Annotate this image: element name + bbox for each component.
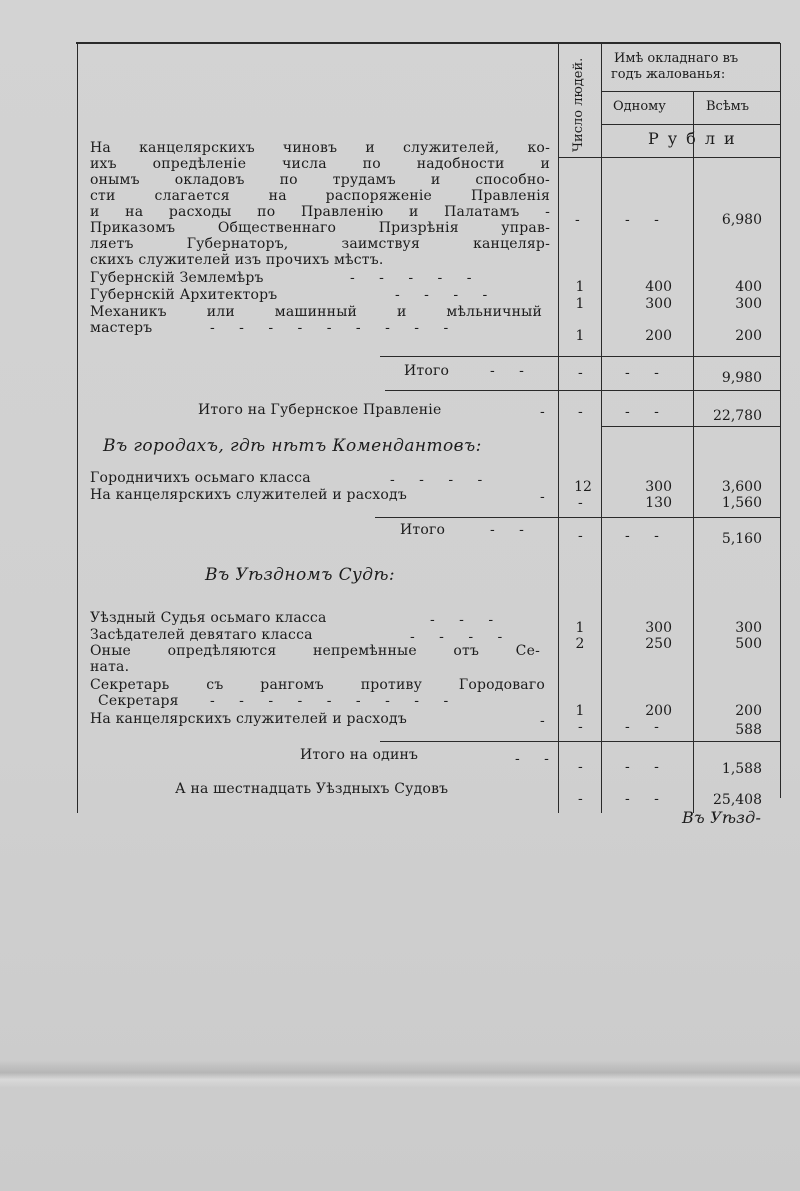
secretary-count: 1	[575, 703, 585, 719]
office-line-2: ихъ опредѣленіе числа по надобности и	[90, 156, 550, 172]
header-rule-1	[601, 91, 780, 92]
towns-office-all: 1,560	[721, 495, 762, 511]
surveyor-count: 1	[575, 279, 585, 295]
col-rule-count-left	[558, 43, 559, 813]
dash: - - - - -	[350, 270, 482, 286]
section-towns-title: Въ городахъ, гдѣ нѣтъ Комендантовъ:	[103, 436, 482, 456]
towns-office-one: 130	[645, 495, 672, 511]
senate-note-1: Оные опредѣляются непремѣнные отъ Се-	[90, 643, 540, 659]
col-rule-count-right	[601, 43, 602, 813]
dash: - -	[490, 363, 534, 379]
office-line-4: сти слагается на распоряженіе Правленія	[90, 188, 550, 204]
subtotal-rule-2	[375, 517, 780, 518]
assessors-all: 500	[735, 636, 762, 652]
dash: -	[540, 489, 555, 505]
dash: - -	[625, 759, 669, 775]
secretary-all: 200	[735, 703, 762, 719]
dash: -	[540, 404, 555, 420]
office-line-5: и на расходы по Правленію и Палатамъ -	[90, 204, 550, 220]
mechanic-count: 1	[575, 328, 585, 344]
judge-label: Уѣздный Судья осьмаго класса	[90, 610, 327, 626]
assessors-count: 2	[575, 636, 585, 652]
office-total: 6,980	[721, 212, 762, 228]
grand-total-label: Итого на Губернское Правленіе	[198, 402, 442, 418]
mayors-label: Городничихъ осьмаго класса	[90, 470, 311, 486]
dash: -	[578, 719, 593, 735]
court-office-all: 588	[735, 722, 762, 738]
assessors-one: 250	[645, 636, 672, 652]
office-line-3: онымъ окладовъ по трудамъ и способно-	[90, 172, 550, 188]
dash: - - -	[430, 612, 504, 628]
dash: - -	[490, 522, 534, 538]
header-rule-3	[558, 157, 780, 158]
dash: - -	[625, 365, 669, 381]
dash: -	[578, 791, 593, 807]
mechanic-label-1: Механикъ или машинный и мѣльничный	[90, 304, 542, 320]
subtotal-rule-3	[380, 741, 780, 742]
architect-all: 300	[735, 296, 762, 312]
salary-header-line-2: годъ жалованья:	[611, 67, 726, 82]
dash: - - - -	[390, 472, 493, 488]
assessors-label: Засѣдателей девятаго класса	[90, 627, 313, 643]
judge-one: 300	[645, 620, 672, 636]
dash: - -	[625, 719, 669, 735]
grand-total-value: 22,780	[713, 408, 762, 424]
mayors-one: 300	[645, 479, 672, 495]
sixteen-courts-value: 25,408	[713, 792, 762, 808]
secretary-label-2: Секретаря	[98, 693, 179, 709]
dash: -	[540, 713, 555, 729]
subtotal-rule-1b	[385, 390, 780, 391]
architect-one: 300	[645, 296, 672, 312]
dash: - -	[625, 404, 669, 420]
right-border	[780, 43, 781, 798]
col-rule-one-right	[693, 92, 694, 813]
mechanic-all: 200	[735, 328, 762, 344]
dash: -	[578, 759, 593, 775]
court-total-value: 1,588	[721, 761, 762, 777]
mechanic-label-2: мастеръ	[90, 320, 153, 336]
currency-header: Рубли	[648, 129, 744, 148]
subtotal-label-1: Итого	[404, 363, 450, 379]
top-rule	[76, 42, 780, 44]
surveyor-one: 400	[645, 279, 672, 295]
court-total-label: Итого на одинъ	[300, 747, 419, 763]
paper-fold	[0, 1060, 800, 1088]
surveyor-label: Губернскій Землемѣръ	[90, 270, 264, 286]
dash: - - - - - - - - -	[210, 320, 459, 336]
catchword: Въ Уѣзд-	[682, 808, 762, 827]
dash: -	[578, 528, 593, 544]
left-border	[77, 43, 78, 813]
header-rule-2	[601, 124, 780, 125]
senate-note-2: ната.	[90, 659, 130, 675]
towns-office-label: На канцелярскихъ служителей и расходъ	[90, 487, 407, 503]
office-line-1: На канцелярскихъ чиновъ и служителей, ко-	[90, 140, 550, 156]
mechanic-one: 200	[645, 328, 672, 344]
dash: - - - -	[410, 629, 513, 645]
col-all-header: Всѣмъ	[706, 99, 750, 114]
surveyor-all: 400	[735, 279, 762, 295]
judge-all: 300	[735, 620, 762, 636]
mayors-all: 3,600	[721, 479, 762, 495]
office-line-8: скихъ служителей изъ прочихъ мѣстъ.	[90, 252, 384, 268]
subtotal-value-2: 5,160	[721, 531, 762, 547]
section-district-court-title: Въ Уѣздномъ Судѣ:	[205, 565, 395, 585]
dash: -	[575, 212, 590, 228]
salary-header-line-1: Имѣ окладнаго въ	[614, 51, 739, 66]
architect-count: 1	[575, 296, 585, 312]
secretary-label-1: Секретарь съ рангомъ противу Городоваго	[90, 677, 545, 693]
court-office-label: На канцелярскихъ служителей и расходъ	[90, 711, 407, 727]
dash: - - - - - - - - -	[210, 693, 459, 709]
dash: -	[578, 365, 593, 381]
dash: - - - -	[395, 287, 498, 303]
col-one-header: Одному	[613, 99, 666, 114]
subtotal-label-2: Итого	[400, 522, 446, 538]
office-line-7: ляетъ Губернаторъ, заимствуя канцеляр-	[90, 236, 550, 252]
subtotal-rule-1	[380, 356, 780, 357]
sixteen-courts-label: А на шестнадцать Уѣздныхъ Судовъ	[175, 781, 449, 797]
dash: -	[578, 404, 593, 420]
people-count-header: Число людей.	[571, 57, 586, 152]
dash: - -	[625, 528, 669, 544]
architect-label: Губернскій Архитекторъ	[90, 287, 278, 303]
grand-total-rule	[601, 426, 780, 427]
dash: - -	[625, 791, 669, 807]
office-line-6: Приказомъ Общественнаго Призрѣнія управ-	[90, 220, 550, 236]
subtotal-value-1: 9,980	[721, 370, 762, 386]
judge-count: 1	[575, 620, 585, 636]
dash: -	[578, 495, 593, 511]
dash: - -	[515, 751, 559, 767]
dash: - -	[625, 212, 669, 228]
secretary-one: 200	[645, 703, 672, 719]
mayors-count: 12	[574, 479, 592, 495]
